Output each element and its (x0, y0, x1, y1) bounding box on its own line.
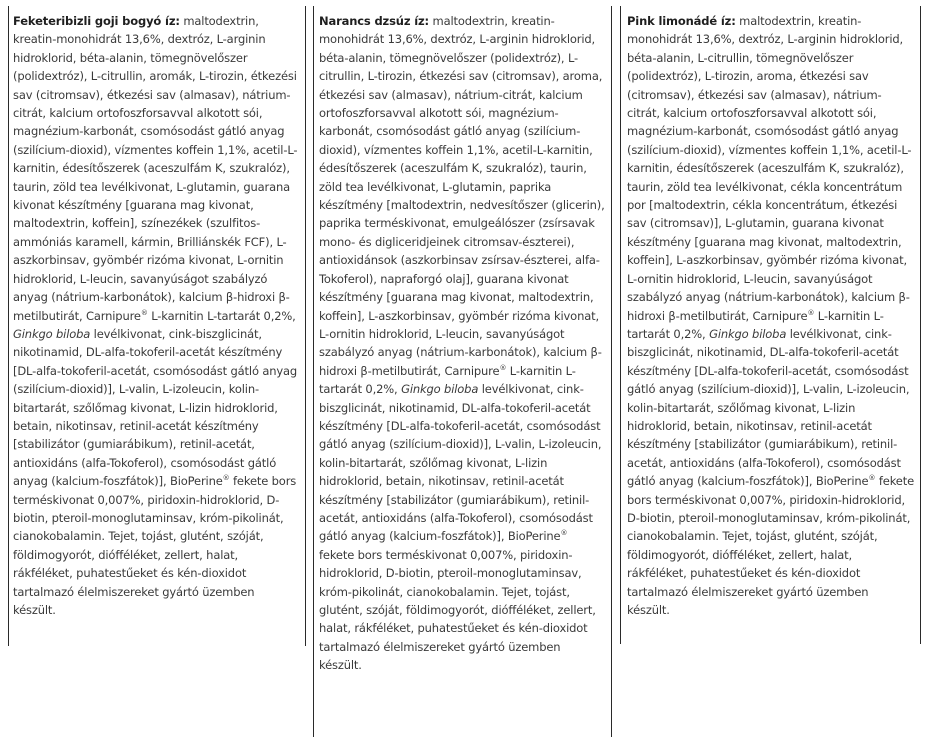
ingredient-segment: L-karnitin L-tartarát 0,2%, (627, 308, 884, 341)
latin-species-name: Ginkgo biloba (13, 326, 91, 341)
flavor-title: Feketeribizli goji bogyó íz: (13, 14, 180, 28)
ingredients-text (319, 14, 605, 672)
ingredient-segment: levélkivonat, cink-biszglicinát, nikotinamid, DL-alfa-tokoferil-acetát készítmény [DL-alfa-tokoferil-acetát, csomósodást gátló anyag (szilícium-dioxid)], L-valin, L-izoleucin, kolin-bitartarát, szőlőmag kivonat, L-lizin hidroklorid, betain, nikotinsav, retinil-acetát készítmény [stabilizátor (gumiarábikum), retinil-acetát, antioxidáns (alfa-Tokoferol), csomósodást gátló anyag (kalcium-foszfátok)], BioPerine (319, 382, 602, 544)
ingredients-text (13, 14, 297, 617)
ingredient-segment: maltodextrin, kreatin-monohidrát 13,6%, dextróz, L-arginin hidroklorid, béta-alanin, L-citrullin, tömegnövelőszer (polidextróz), L-tirozin, aroma, étkezési sav (citromsav), étkezési sav (almasav), nátrium-citrát, kalcium ortofoszforsavval alkotott sói, magnézium-karbonát, csomósodást gátló anyag (szilícium-dioxid), vízmentes koffein 1,1%, acetil-L-karnitin, édesítőszerek (aceszulfám K, szukralóz), taurin, zöld tea levélkivonat, cékla koncentrátum por [maltodextrin, cékla koncentrátum, étkezési sav (citromsav)], L-glutamin, guarana kivonat készítmény [guarana mag kivonat, maltodextrin, koffein], L-aszkorbinsav, gyömbér rizóma kivonat, L-ornitin hidroklorid, L-leucin, savanyúságot szabályzó anyag (nátrium-karbonátok), kalcium β-hidroxi β-metilbutirát, Carnipure (627, 14, 912, 323)
ingredients-column-blackcurrant-goji (8, 6, 306, 646)
ingredient-segment: maltodextrin, kreatin-monohidrát 13,6%, dextróz, L-arginin hidroklorid, béta-alanin, tömegnövelőszer (polidextróz), L-citrullin, L-tirozin, étkezési sav (citromsav), aroma, étkezési sav (almasav), nátrium-citrát, kalcium ortofoszforsavval alkotott sói, magnézium-karbonát, csomósodást gátló anyag (szilícium-dioxid), vízmentes koffein 1,1%, acetil-L-karnitin, édesítőszerek (aceszulfám K, szukralóz), taurin, zöld tea levélkivonat, L-glutamin, paprika készítmény [maltodextrin, nedvesítőszer (glicerin), paprika terméskivonat, emulgeálószer (zsírsavak mono- és digliceridjeinek citromsav-észterei), antioxidánsok (aszkorbinsav zsírsav-észterei, alfa-Tokoferol), napraforgó olaj], guarana kivonat készítmény [guarana mag kivonat, maltodextrin, koffein], L-aszkorbinsav, gyömbér rizóma kivonat, L-ornitin hidroklorid, L-leucin, savanyúságot szabályzó anyag (nátrium-karbonátok), kalcium β-hidroxi β-metilbutirát, Carnipure (319, 14, 605, 378)
latin-species-name: Ginkgo biloba (709, 326, 787, 341)
ingredient-segment: fekete bors terméskivonat 0,007%, piridoxin-hidroklorid, D-biotin, pteroil-monoglutaminsav, króm-pikolinát, cianokobalamin. Tejet, tojást, glutént, szóját, földimogyorót, diófféléket, zellert, halat, rákféléket, puhatestűeket és kén-dioxidot tartalmazó élelmiszereket gyártó üzemben készült. (319, 547, 596, 673)
ingredient-segment: L-karnitin L-tartarát 0,2%, (319, 363, 576, 397)
ingredients-column-pink-lemonade (620, 6, 921, 644)
registered-trademark-mark: ® (499, 363, 507, 372)
ingredient-segment: fekete bors terméskivonat 0,007%, piridoxin-hidroklorid, D-biotin, pteroil-monoglutaminsav, króm-pikolinát, cianokobalamin. Tejet, tojást, glutént, szóját, földimogyorót, diófféléket, zellert, halat, rákféléket, puhatestűeket és kén-dioxidot tartalmazó élelmiszereket gyártó üzemben készült. (627, 474, 914, 617)
ingredient-segment: levélkivonat, cink-biszglicinát, nikotinamid, DL-alfa-tokoferil-acetát készítmény [DL-alfa-tokoferil-acetát, csomósodást gátló anyag (szilícium-dioxid)], L-valin, L-izoleucin, kolin-bitartarát, szőlőmag kivonat, L-lizin hidroklorid, betain, nikotinsav, retinil-acetát készítmény [stabilizátor (gumiarábikum), retinil-acetát, antioxidáns (alfa-Tokoferol), csomósodást gátló anyag (kalcium-foszfátok)], BioPerine (13, 326, 298, 489)
ingredient-segment: levélkivonat, cink-biszglicinát, nikotinamid, DL-alfa-tokoferil-acetát készítmény [DL-alfa-tokoferil-acetát, csomósodást gátló anyag (szilícium-dioxid)], L-valin, L-izoleucin, kolin-bitartarát, szőlőmag kivonat, L-lizin hidroklorid, betain, nikotinsav, retinil-acetát készítmény [stabilizátor (gumiarábikum), retinil-acetát, antioxidáns (alfa-Tokoferol), csomósodást gátló anyag (kalcium-foszfátok)], BioPerine (627, 326, 910, 489)
ingredient-segment: L-karnitin L-tartarát 0,2%, (147, 308, 296, 323)
ingredient-segment: fekete bors terméskivonat 0,007%, piridoxin-hidroklorid, D-biotin, pteroil-monoglutaminsav, króm-pikolinát, cianokobalamin. Tejet, tojást, glutént, szóját, földimogyorót, diófféléket, zellert, halat, rákféléket, puhatestűeket és kén-dioxidot tartalmazó élelmiszereket gyártó üzemben készült. (13, 474, 297, 617)
registered-trademark-mark: ® (807, 308, 815, 317)
ingredient-segment: maltodextrin, kreatin-monohidrát 13,6%, dextróz, L-arginin hidroklorid, béta-alanin, tömegnövelőszer (polidextróz), L-citrullin, aromák, L-tirozin, étkezési sav (citromsav), étkezési sav (almasav), nátrium-citrát, kalcium ortofoszforsavval alkotott sói, magnézium-karbonát, csomósodást gátló anyag (szilícium-dioxid), vízmentes koffein 1,1%, acetil-L-karnitin, édesítőszerek (aceszulfám K, szukralóz), taurin, zöld tea levélkivonat, L-glutamin, guarana kivonat készítmény [guarana mag kivonat, maltodextrin, koffein], színezékek (szulfitos-ammóniás karamell, kármin, Brilliánskék FCF), L-aszkorbinsav, gyömbér rizóma kivonat, L-ornitin hidroklorid, L-leucin, savanyúságot szabályzó anyag (nátrium-karbonátok), kalcium β-hidroxi β-metilbutirát, Carnipure (13, 14, 298, 323)
flavor-title: Pink limonádé íz: (627, 14, 736, 28)
registered-trademark-mark: ® (868, 474, 876, 483)
registered-trademark-mark: ® (222, 474, 230, 483)
registered-trademark-mark: ® (560, 529, 568, 538)
ingredients-text (627, 14, 914, 617)
ingredients-column-orange-juice (313, 6, 612, 737)
registered-trademark-mark: ® (140, 308, 148, 317)
latin-species-name: Ginkgo biloba (401, 382, 479, 397)
flavor-title: Narancs dzsúz íz: (319, 14, 430, 28)
